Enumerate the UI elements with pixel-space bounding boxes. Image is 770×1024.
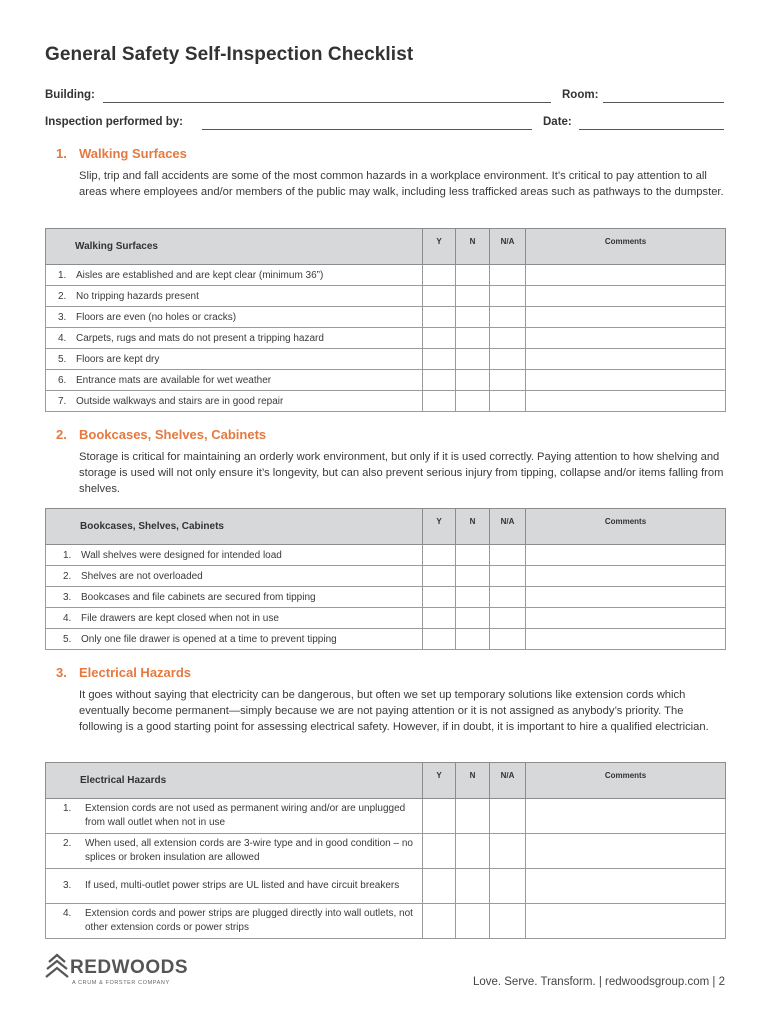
- item-text: 2. No tripping hazards present: [46, 286, 423, 307]
- table-row: [46, 566, 726, 587]
- table-row: [46, 587, 726, 608]
- na-cell[interactable]: [490, 370, 526, 391]
- column-n: N: [456, 509, 490, 545]
- comments-cell[interactable]: [526, 869, 726, 904]
- comments-cell[interactable]: [526, 265, 726, 286]
- comments-cell[interactable]: [526, 587, 726, 608]
- item-text: 4. File drawers are kept closed when not in use: [46, 608, 423, 629]
- date-field[interactable]: [579, 129, 724, 130]
- comments-cell[interactable]: [526, 349, 726, 370]
- na-cell[interactable]: [490, 328, 526, 349]
- comments-cell[interactable]: [526, 307, 726, 328]
- page-title: General Safety Self-Inspection Checklist: [45, 44, 414, 65]
- section-3-title: [56, 665, 191, 680]
- table-row: [46, 391, 726, 412]
- na-cell[interactable]: [490, 834, 526, 869]
- na-cell[interactable]: [490, 587, 526, 608]
- n-cell[interactable]: [456, 391, 490, 412]
- column-na: N/A: [490, 509, 526, 545]
- footer-text: Love. Serve. Transform. | redwoodsgroup.com | 2: [472, 976, 725, 988]
- n-cell[interactable]: [456, 545, 490, 566]
- y-cell[interactable]: [423, 799, 456, 834]
- na-cell[interactable]: [490, 307, 526, 328]
- room-label: Room:: [562, 89, 599, 101]
- table-row: [46, 834, 726, 869]
- section-title-text: Walking Surfaces: [79, 146, 187, 161]
- section-3-description: It goes without saying that electricity can be dangerous, but often we set up temporary solutions like extension cords which eventually become permanent—simply because we are not paying attention or it is not assigned as anybody’s priority. The following is a good starting point for assessing electrical safety. However, if in doubt, it is important to hire a qualified electrician.: [79, 689, 709, 733]
- n-cell[interactable]: [456, 566, 490, 587]
- column-comments: Comments: [526, 763, 726, 799]
- item-text: 1. Aisles are established and are kept clear (minimum 36”): [46, 265, 423, 286]
- item-text: 4. Carpets, rugs and mats do not present a tripping hazard: [46, 328, 423, 349]
- section-2-title: [56, 427, 266, 442]
- y-cell[interactable]: [423, 869, 456, 904]
- na-cell[interactable]: [490, 869, 526, 904]
- column-y: Y: [423, 229, 456, 265]
- column-comments: Comments: [526, 509, 726, 545]
- column-na: N/A: [490, 229, 526, 265]
- section-number: 2.: [56, 427, 67, 442]
- room-field[interactable]: [603, 102, 724, 103]
- n-cell[interactable]: [456, 370, 490, 391]
- section-1-title: [56, 146, 187, 161]
- table-row: [46, 904, 726, 939]
- table-row: [46, 328, 726, 349]
- table-row: [46, 349, 726, 370]
- item-text: 6. Entrance mats are available for wet weather: [46, 370, 423, 391]
- n-cell[interactable]: [456, 799, 490, 834]
- table-row: [46, 545, 726, 566]
- n-cell[interactable]: [456, 307, 490, 328]
- comments-cell[interactable]: [526, 286, 726, 307]
- table-row: [46, 629, 726, 650]
- comments-cell[interactable]: [526, 566, 726, 587]
- comments-cell[interactable]: [526, 545, 726, 566]
- comments-cell[interactable]: [526, 904, 726, 939]
- table-row: [46, 307, 726, 328]
- comments-cell[interactable]: [526, 370, 726, 391]
- building-room-row: [45, 89, 724, 105]
- na-cell[interactable]: [490, 545, 526, 566]
- building-label: Building:: [45, 89, 95, 101]
- na-cell[interactable]: [490, 391, 526, 412]
- comments-cell[interactable]: [526, 391, 726, 412]
- table-row: [46, 608, 726, 629]
- item-text: 5. Only one file drawer is opened at a time to prevent tipping: [46, 629, 423, 650]
- n-cell[interactable]: [456, 587, 490, 608]
- bookcases-table: [45, 508, 726, 650]
- item-text: 2. Shelves are not overloaded: [46, 566, 423, 587]
- table-header-item: Bookcases, Shelves, Cabinets: [46, 509, 423, 545]
- n-cell[interactable]: [456, 286, 490, 307]
- na-cell[interactable]: [490, 608, 526, 629]
- y-cell[interactable]: [423, 328, 456, 349]
- logo-tagline: A CRUM & FORSTER COMPANY: [72, 980, 170, 986]
- na-cell[interactable]: [490, 286, 526, 307]
- y-cell[interactable]: [423, 629, 456, 650]
- n-cell[interactable]: [456, 608, 490, 629]
- na-cell[interactable]: [490, 799, 526, 834]
- na-cell[interactable]: [490, 349, 526, 370]
- inspector-field[interactable]: [202, 129, 532, 130]
- y-cell[interactable]: [423, 587, 456, 608]
- y-cell[interactable]: [423, 286, 456, 307]
- n-cell[interactable]: [456, 265, 490, 286]
- column-y: Y: [423, 763, 456, 799]
- na-cell[interactable]: [490, 629, 526, 650]
- y-cell[interactable]: [423, 307, 456, 328]
- inspector-label: Inspection performed by:: [45, 116, 184, 128]
- comments-cell[interactable]: [526, 608, 726, 629]
- n-cell[interactable]: [456, 349, 490, 370]
- item-text: 1. Extension cords are not used as permanent wiring and/or are unplugged from wall outlet when not in use: [46, 799, 423, 834]
- n-cell[interactable]: [456, 629, 490, 650]
- table-row: [46, 799, 726, 834]
- y-cell[interactable]: [423, 608, 456, 629]
- item-text: 4. Extension cords and power strips are plugged directly into wall outlets, not other extension cords or power strips: [46, 904, 423, 939]
- y-cell[interactable]: [423, 370, 456, 391]
- y-cell[interactable]: [423, 391, 456, 412]
- column-y: Y: [423, 509, 456, 545]
- comments-cell[interactable]: [526, 629, 726, 650]
- redwoods-logo: [45, 952, 205, 992]
- item-text: 5. Floors are kept dry: [46, 349, 423, 370]
- item-text: 3. Bookcases and file cabinets are secured from tipping: [46, 587, 423, 608]
- item-text: 3. Floors are even (no holes or cracks): [46, 307, 423, 328]
- section-1-description: Slip, trip and fall accidents are some of the most common hazards in a workplace environment. It’s critical to pay attention to all areas where employees and/or members of the public may walk, including less trafficked areas such as pathways to the dumpster.: [79, 170, 724, 198]
- date-label: Date:: [543, 116, 572, 128]
- na-cell[interactable]: [490, 904, 526, 939]
- table-row: [46, 265, 726, 286]
- section-title-text: Electrical Hazards: [79, 665, 192, 680]
- section-number: 1.: [56, 146, 67, 161]
- comments-cell[interactable]: [526, 834, 726, 869]
- table-header-item: Walking Surfaces: [46, 229, 423, 265]
- column-comments: Comments: [526, 229, 726, 265]
- item-text: 3. If used, multi-outlet power strips are UL listed and have circuit breakers: [46, 869, 423, 904]
- y-cell[interactable]: [423, 834, 456, 869]
- table-header-item: Electrical Hazards: [46, 763, 423, 799]
- item-text: 1. Wall shelves were designed for intended load: [46, 545, 423, 566]
- inspector-date-row: [45, 116, 724, 132]
- n-cell[interactable]: [456, 328, 490, 349]
- column-na: N/A: [490, 763, 526, 799]
- walking-surfaces-table: [45, 228, 726, 412]
- item-text: 2. When used, all extension cords are 3-wire type and in good condition – no splices or broken insulation are allowed: [46, 834, 423, 869]
- section-number: 3.: [56, 665, 67, 680]
- logo-name: REDWOODS: [70, 957, 188, 978]
- column-n: N: [456, 763, 490, 799]
- y-cell[interactable]: [423, 904, 456, 939]
- y-cell[interactable]: [423, 265, 456, 286]
- table-row: [46, 370, 726, 391]
- comments-cell[interactable]: [526, 799, 726, 834]
- item-text: 7. Outside walkways and stairs are in good repair: [46, 391, 423, 412]
- column-n: N: [456, 229, 490, 265]
- y-cell[interactable]: [423, 566, 456, 587]
- y-cell[interactable]: [423, 545, 456, 566]
- n-cell[interactable]: [456, 904, 490, 939]
- n-cell[interactable]: [456, 834, 490, 869]
- na-cell[interactable]: [490, 566, 526, 587]
- tree-icon: [45, 952, 69, 980]
- comments-cell[interactable]: [526, 328, 726, 349]
- table-row: [46, 286, 726, 307]
- electrical-hazards-table: [45, 762, 726, 939]
- y-cell[interactable]: [423, 349, 456, 370]
- section-2-description: Storage is critical for maintaining an orderly work environment, but only if it is used correctly. Paying attention to how shelving and storage is used will not only ensure it’s longevity, but can also prevent serious injury from tipping, collapse and/or items falling from shelves.: [79, 451, 724, 495]
- section-title-text: Bookcases, Shelves, Cabinets: [79, 427, 267, 442]
- na-cell[interactable]: [490, 265, 526, 286]
- n-cell[interactable]: [456, 869, 490, 904]
- table-row: [46, 869, 726, 904]
- building-field[interactable]: [103, 102, 551, 103]
